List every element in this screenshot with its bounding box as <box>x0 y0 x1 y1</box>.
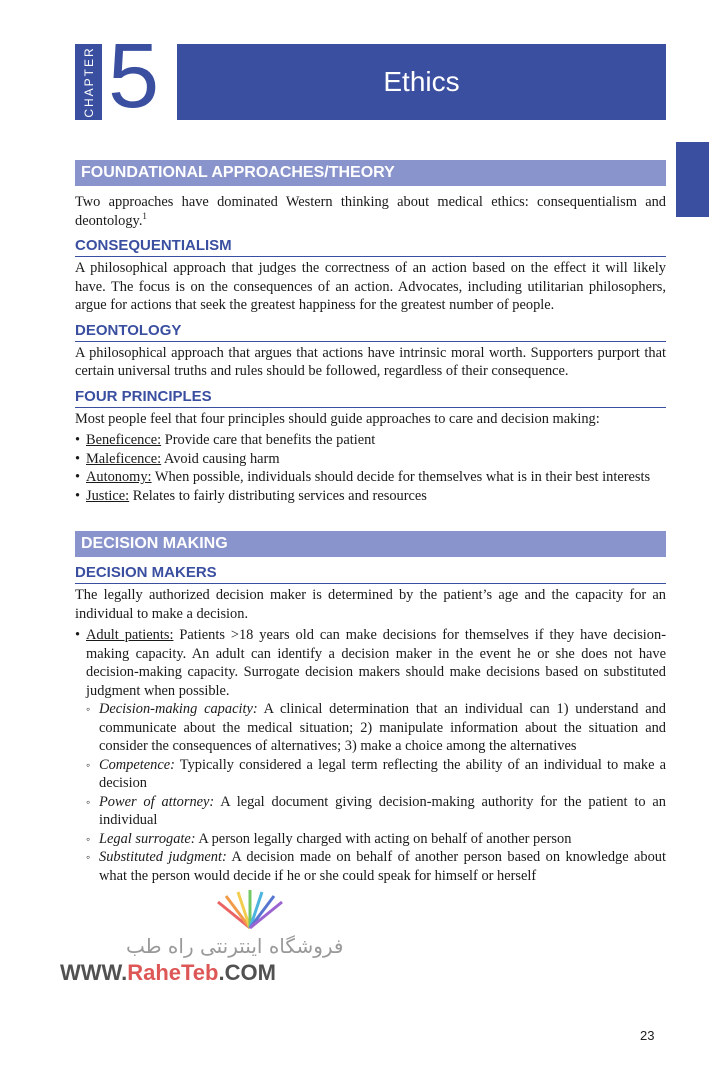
definition-power-of-attorney: A legal document giving decision-making authority for the patient to an individual <box>99 793 666 828</box>
chapter-title: Ethics <box>383 66 460 97</box>
four-principles-intro: Most people feel that four principles should guide approaches to care and decision making: <box>75 410 600 427</box>
term-maleficence: Maleficence: <box>86 450 162 467</box>
definition-justice: Relates to fairly distributing services and resources <box>129 487 427 504</box>
consequentialism-text: A philosophical approach that judges the correctness of an action based on the effect it will likely have. The focus is on the consequences of an action. Advocates, including utilitarian philosophers, argue for actions that seek the greatest happiness for the greatest number of people. <box>75 260 666 313</box>
term-adult-patients: Adult patients: <box>86 627 174 643</box>
term-capacity: Decision-making capacity: <box>99 701 258 717</box>
subheading-decision-makers: DECISION MAKERS <box>75 564 666 584</box>
definition-adult-patients: Patients >18 years old can make decisions for themselves if they have decision-making capacity. An adult can identify a decision maker in the event he or she does not have decision-making capacity. Surrogate decision makers should make decisions based on substituted judgment when possible. <box>86 627 666 699</box>
section-heading-foundational: FOUNDATIONAL APPROACHES/THEORY <box>75 160 666 186</box>
chapter-label: CHAPTER <box>81 46 96 118</box>
definition-maleficence: Avoid causing harm <box>161 450 280 467</box>
watermark <box>60 890 700 1000</box>
principles-list <box>75 431 666 505</box>
subheading-deontology: DEONTOLOGY <box>75 322 666 342</box>
term-power-of-attorney: Power of attorney: <box>99 793 215 810</box>
subheading-consequentialism: CONSEQUENTIALISM <box>75 237 666 257</box>
book-fan-icon <box>210 890 290 930</box>
term-justice: Justice: <box>86 487 130 504</box>
term-autonomy: Autonomy: <box>86 469 152 485</box>
watermark-url-prefix: WWW. <box>60 960 128 985</box>
decision-makers-list <box>75 626 666 885</box>
sublist-item-legal-surrogate <box>86 830 666 849</box>
list-item-maleficence <box>75 450 666 469</box>
definition-capacity: A clinical determination that an individual can 1) understand and communicate about the medical situation; 2) manipulate information about the situation and consider the consequences of alternatives; 3) make a choice among the alternatives <box>99 701 666 754</box>
watermark-url-suffix: .COM <box>218 960 276 985</box>
chapter-title-bar <box>177 44 666 120</box>
definition-autonomy: When possible, individuals should decide for themselves what is in their best interests <box>151 469 651 485</box>
sublist-item-competence <box>86 756 666 793</box>
sublist-item-power-of-attorney <box>86 793 666 830</box>
sublist-item-substituted-judgment <box>86 848 666 885</box>
page-number: 23 <box>640 1028 655 1043</box>
definition-legal-surrogate: A person legally charged with acting on behalf of another person <box>195 830 572 847</box>
watermark-url-brand: RaheTeb <box>127 960 219 985</box>
footnote-ref: 1 <box>142 210 147 221</box>
definition-substituted-judgment: A decision made on behalf of another person based on knowledge about what the person would decide if he or she could speak for himself or herself <box>99 849 667 884</box>
term-substituted-judgment: Substituted judgment: <box>99 849 227 865</box>
sublist-item-capacity <box>86 700 666 756</box>
chapter-number: 5 <box>108 25 160 127</box>
list-item-beneficence <box>75 431 666 450</box>
decision-makers-intro: The legally authorized decision maker is determined by the patient’s age and the capacity for an individual to make a decision. <box>75 587 666 622</box>
deontology-text: A philosophical approach that argues that actions have intrinsic moral worth. Supporters purport that certain universal truths and rules should be followed, regardless of their consequence. <box>75 344 666 379</box>
page-content <box>75 160 666 885</box>
intro-paragraph <box>75 193 666 230</box>
adult-patients-sublist <box>86 700 666 885</box>
section-heading-decision-making: DECISION MAKING <box>75 531 666 557</box>
list-item-justice <box>75 487 666 506</box>
list-item-adult-patients <box>75 626 666 885</box>
definition-beneficence: Provide care that benefits the patient <box>161 432 376 448</box>
side-thumb-tab <box>676 142 709 217</box>
subheading-four-principles: FOUR PRINCIPLES <box>75 388 666 408</box>
intro-text: Two approaches have dominated Western thinking about medical ethics: consequentialism and deontology. <box>75 194 666 229</box>
watermark-persian-text: فروشگاه اینترنتی راه طب <box>126 934 344 958</box>
chapter-tab <box>75 44 102 120</box>
term-legal-surrogate: Legal surrogate: <box>99 830 196 847</box>
watermark-url <box>60 960 276 986</box>
term-beneficence: Beneficence: <box>86 432 162 448</box>
list-item-autonomy <box>75 468 666 487</box>
definition-competence: Typically considered a legal term reflecting the ability of an individual to make a decision <box>99 756 666 791</box>
term-competence: Competence: <box>99 756 175 773</box>
